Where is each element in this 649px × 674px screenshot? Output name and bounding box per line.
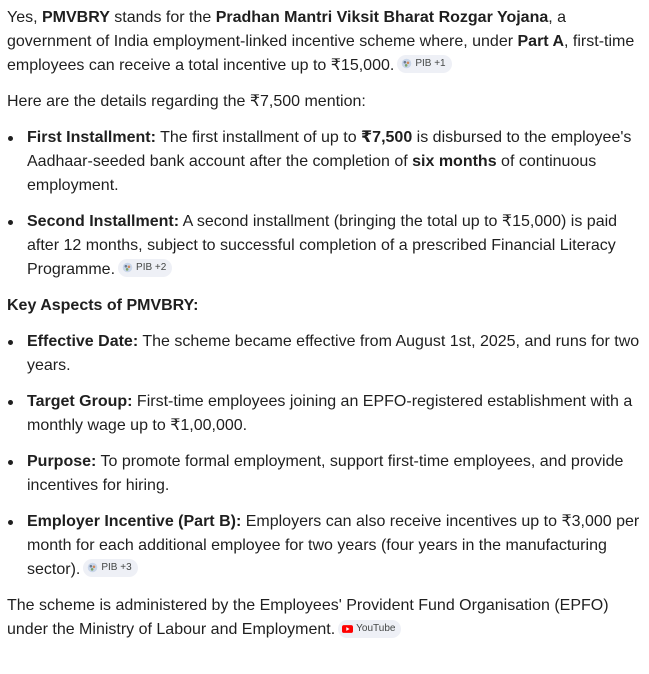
pib-source-icon (401, 58, 412, 69)
aspect-text: Employers can also receive incentives up to ₹3,000 per month for each additional employee for two years (four years in the manufacturing sector). (27, 513, 640, 578)
aspects-list (7, 330, 643, 582)
source-chip-label: PIB +1 (415, 57, 446, 69)
source-chip-pib-2[interactable] (118, 259, 172, 277)
aspect-text: To promote formal employment, support first-time employees, and provide incentives for hiring. (27, 453, 624, 494)
aspect-text: The scheme became effective from August 1st, 2025, and runs for two years. (27, 333, 640, 374)
key-aspects-heading: Key Aspects of PMVBRY: (7, 297, 199, 314)
source-chip-pib-1[interactable] (397, 55, 451, 73)
closing-paragraph (7, 594, 643, 642)
list-item (7, 450, 643, 498)
installment-bold-amount: ₹7,500 (361, 129, 413, 146)
intro-text: , a government of India employment-linked incentive scheme where, under (7, 9, 567, 50)
installment-text: of continuous employment. (27, 153, 597, 194)
aspect-label: Effective Date: (27, 333, 139, 350)
installment-label: First Installment: (27, 129, 156, 146)
installment-text: is disbursed to the employee's Aadhaar-seeded bank account after the completion of (27, 129, 632, 170)
intro-text: , first-time employees can receive a total incentive up to ₹15,000. (7, 33, 635, 74)
source-chip-label: PIB +2 (136, 261, 167, 273)
list-item (7, 210, 643, 282)
list-item (7, 330, 643, 378)
list-item (7, 390, 643, 438)
details-intro: Here are the details regarding the ₹7,500 mention: (7, 93, 366, 110)
aspect-label: Employer Incentive (Part B): (27, 513, 242, 530)
intro-bold-acronym: PMVBRY (42, 9, 110, 26)
intro-text: stands for the (109, 9, 216, 26)
installment-text: A second installment (bringing the total up to ₹15,000) is paid after 12 months, subject to successful completion of a prescribed Financial Literacy Programme. (27, 213, 618, 278)
aspect-text: First-time employees joining an EPFO-registered establishment with a monthly wage up to ₹1,00,000. (27, 393, 633, 434)
aspect-label: Purpose: (27, 453, 97, 470)
installments-list (7, 126, 643, 282)
youtube-icon (342, 625, 353, 633)
pib-source-icon (87, 562, 98, 573)
source-chip-label: YouTube (356, 623, 396, 634)
installment-label: Second Installment: (27, 213, 180, 230)
list-item (7, 126, 643, 198)
installment-text: The first installment of up to (155, 129, 362, 146)
intro-bold-scheme-name: Pradhan Mantri Viksit Bharat Rozgar Yojana (215, 9, 549, 26)
intro-paragraph (7, 6, 643, 78)
source-chip-pib-3[interactable] (83, 559, 137, 577)
pib-source-icon (122, 262, 133, 273)
aspect-label: Target Group: (27, 393, 133, 410)
intro-bold-part-a: Part A (517, 33, 565, 50)
list-item (7, 510, 643, 582)
source-chip-label: PIB +3 (101, 561, 132, 573)
source-chip-youtube[interactable] (338, 620, 401, 638)
intro-text: Yes, (7, 9, 42, 26)
installment-bold-duration: six months (412, 153, 497, 170)
closing-text: The scheme is administered by the Employees' Provident Fund Organisation (EPFO) under the Ministry of Labour and Employment. (7, 597, 609, 638)
